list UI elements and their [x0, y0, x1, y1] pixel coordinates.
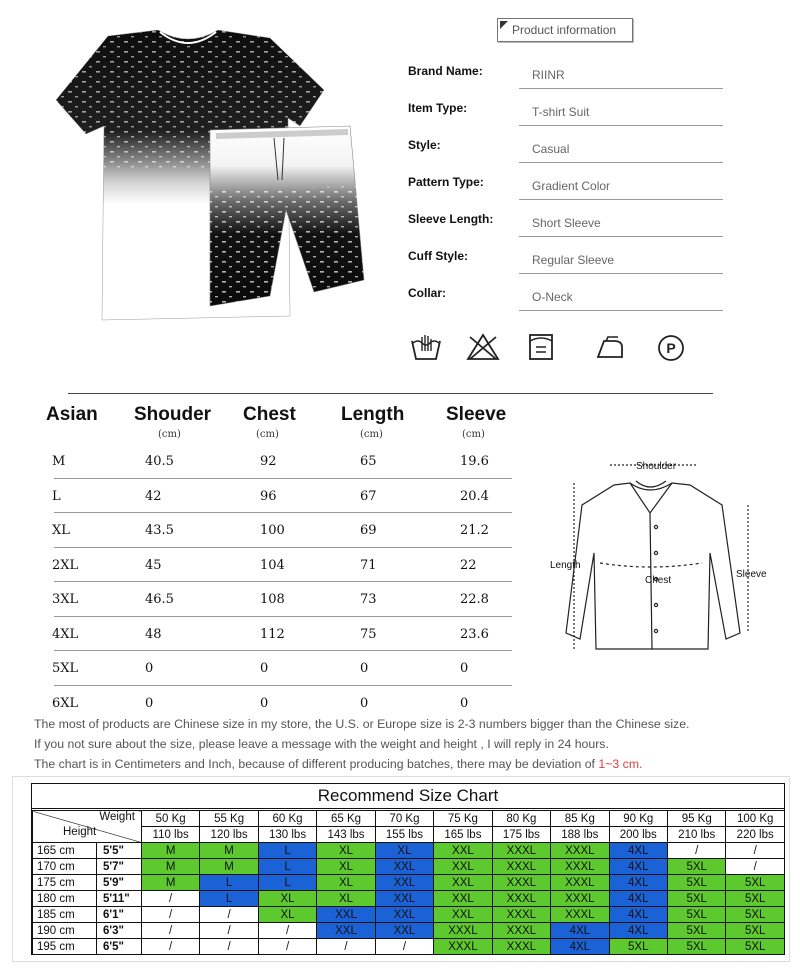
weight-kg: 100 Kg [726, 811, 785, 827]
recommend-row [33, 939, 785, 955]
product-info-table [405, 52, 723, 311]
size-cell: M [200, 843, 258, 859]
size-row [54, 651, 512, 686]
size-cell: XL [317, 891, 375, 907]
height-inch: 5'9" [96, 875, 141, 891]
size-cell: 5XL [668, 875, 726, 891]
care-icons [408, 333, 698, 363]
size-cell: 4XL [609, 875, 667, 891]
recommend-row [33, 859, 785, 875]
size-cell: XXXL [434, 923, 492, 939]
height-inch: 6'3" [96, 923, 141, 939]
size-table-header [30, 404, 512, 444]
info-value: O-Neck [532, 290, 573, 304]
size-value: 100 [260, 523, 285, 538]
weight-kg: 95 Kg [668, 811, 726, 827]
dry-clean-letter: P [666, 340, 676, 356]
weight-lbs: 165 lbs [434, 827, 492, 843]
deviation-highlight: 1~3 cm. [598, 757, 643, 771]
size-cell: / [141, 923, 199, 939]
note-line: If you not sure about the size, please leave a message with the weight and height , I will reply in 24 hours. [34, 737, 609, 751]
height-inch: 6'5" [96, 939, 141, 955]
weight-height-corner [33, 811, 142, 843]
size-value: 75 [360, 626, 377, 642]
size-row [54, 617, 512, 652]
height-cm: 170 cm [33, 859, 97, 875]
size-cell: XXL [375, 923, 433, 939]
size-cell: XXL [434, 859, 492, 875]
size-value: 112 [260, 626, 285, 642]
info-row-sleeve [405, 200, 723, 237]
size-value: 40.5 [145, 454, 174, 469]
size-label: 3XL [52, 592, 79, 607]
size-cell: / [200, 923, 258, 939]
info-label: Style: [408, 138, 441, 152]
size-value: 0 [460, 695, 469, 711]
size-cell: L [200, 875, 258, 891]
size-cell: XXL [375, 859, 433, 875]
recommend-row [33, 843, 785, 859]
size-value: 108 [260, 592, 285, 607]
height-cm: 190 cm [33, 923, 97, 939]
height-cm: 180 cm [33, 891, 97, 907]
weight-kg: 75 Kg [434, 811, 492, 827]
size-cell: XXXL [492, 923, 550, 939]
measurement-diagram [550, 453, 770, 658]
info-label: Item Type: [408, 101, 468, 115]
size-cell: XXXL [551, 843, 609, 859]
weight-kg: 70 Kg [375, 811, 433, 827]
size-value: 19.6 [460, 454, 489, 469]
size-cell: XXL [317, 923, 375, 939]
recommend-size-chart [12, 776, 790, 962]
size-cell: XXL [375, 891, 433, 907]
info-label: Pattern Type: [408, 175, 484, 189]
size-value: 23.6 [460, 626, 489, 642]
note-line: The most of products are Chinese size in my store, the U.S. or Europe size is 2-3 numbers bigger than the Chinese size. [34, 717, 690, 731]
product-information-title: Product information [497, 18, 633, 42]
info-row-brand [405, 52, 723, 89]
info-row-style [405, 126, 723, 163]
no-bleach-icon [466, 333, 500, 361]
size-cell: 5XL [668, 891, 726, 907]
size-value: 0 [460, 661, 469, 676]
info-label: Collar: [408, 286, 447, 300]
size-value: 104 [260, 557, 285, 573]
size-cell: L [258, 843, 316, 859]
recommend-row [33, 891, 785, 907]
size-cell: 5XL [609, 939, 667, 955]
weight-lbs: 220 lbs [726, 827, 785, 843]
size-value: 65 [360, 454, 377, 469]
size-cell: XXXL [551, 859, 609, 875]
info-value: T-shirt Suit [532, 105, 590, 119]
size-cell: XXXL [492, 939, 550, 955]
hand-wash-icon [410, 333, 442, 361]
size-cell: / [375, 939, 433, 955]
weight-lbs: 200 lbs [609, 827, 667, 843]
size-cell: XXXL [551, 875, 609, 891]
unit-label: (cm) [158, 429, 181, 440]
size-cell: XXL [317, 907, 375, 923]
size-cell: 4XL [551, 923, 609, 939]
size-cell: 5XL [726, 891, 785, 907]
info-row-item-type [405, 89, 723, 126]
size-label: 6XL [52, 695, 79, 711]
size-value: 0 [360, 695, 369, 711]
size-label: M [52, 454, 66, 469]
size-value: 96 [260, 488, 277, 504]
weight-kg: 50 Kg [141, 811, 199, 827]
size-value: 48 [145, 626, 162, 642]
height-inch: 5'11" [96, 891, 141, 907]
size-cell: 5XL [668, 859, 726, 875]
size-value: 45 [145, 557, 162, 573]
height-cm: 165 cm [33, 843, 97, 859]
size-row [54, 582, 512, 617]
unit-label: (cm) [360, 429, 383, 440]
size-cell: / [668, 843, 726, 859]
size-cell: / [141, 939, 199, 955]
recommend-table [32, 810, 785, 955]
size-value: 43.5 [145, 523, 174, 538]
size-cell: / [141, 907, 199, 923]
size-value: 0 [145, 661, 154, 676]
info-row-pattern [405, 163, 723, 200]
weight-lbs: 210 lbs [668, 827, 726, 843]
size-value: 71 [360, 557, 377, 573]
diagram-chest-label: Chest [645, 575, 672, 586]
recommend-chart-title: Recommend Size Chart [32, 784, 784, 809]
size-cell: 5XL [726, 939, 785, 955]
size-cell: M [141, 875, 199, 891]
header-sleeve: Sleeve [446, 404, 507, 425]
height-inch: 5'7" [96, 859, 141, 875]
size-cell: 5XL [726, 907, 785, 923]
size-cell: / [200, 907, 258, 923]
info-label: Sleeve Length: [408, 212, 494, 226]
size-cell: L [258, 859, 316, 875]
weight-lbs: 155 lbs [375, 827, 433, 843]
size-value: 0 [360, 661, 369, 676]
size-cell: 4XL [609, 843, 667, 859]
size-cell: / [726, 859, 785, 875]
diagram-shoulder-label: Shoulder [636, 461, 677, 472]
size-cell: 5XL [668, 923, 726, 939]
info-row-cuff [405, 237, 723, 274]
size-cell: L [258, 875, 316, 891]
size-cell: XXXL [551, 907, 609, 923]
unit-label: (cm) [256, 429, 279, 440]
weight-label: Weight [99, 811, 135, 823]
info-value: RIINR [532, 68, 565, 82]
size-row [54, 513, 512, 548]
size-cell: XL [317, 859, 375, 875]
size-cell: / [200, 939, 258, 955]
size-cell: 5XL [668, 907, 726, 923]
height-cm: 175 cm [33, 875, 97, 891]
size-cell: 4XL [551, 939, 609, 955]
size-value: 22 [460, 557, 477, 573]
weight-kg: 60 Kg [258, 811, 316, 827]
header-length: Length [341, 404, 405, 425]
size-cell: / [258, 923, 316, 939]
size-value: 92 [260, 454, 277, 469]
section-divider [68, 393, 713, 394]
info-value: Gradient Color [532, 179, 611, 193]
size-label: 2XL [52, 557, 79, 573]
size-value: 69 [360, 523, 377, 538]
size-value: 46.5 [145, 592, 174, 607]
size-value: 0 [260, 695, 269, 711]
height-label: Height [63, 826, 97, 838]
diagram-sleeve-label: Sleeve [736, 569, 767, 580]
size-cell: 5XL [726, 923, 785, 939]
size-cell: / [317, 939, 375, 955]
weight-lbs: 130 lbs [258, 827, 316, 843]
weight-kg: 80 Kg [492, 811, 550, 827]
info-label: Brand Name: [408, 64, 483, 78]
size-cell: XXL [434, 843, 492, 859]
size-cell: XL [258, 891, 316, 907]
size-cell: XXXL [492, 907, 550, 923]
weight-lbs: 143 lbs [317, 827, 375, 843]
tumble-dry-icon [528, 333, 554, 361]
size-cell: XXL [375, 875, 433, 891]
size-cell: 4XL [609, 923, 667, 939]
height-inch: 6'1" [96, 907, 141, 923]
recommend-row [33, 875, 785, 891]
note-line: The chart is in Centimeters and Inch, because of different producing batches, there may be deviation of 1~3 cm. [34, 757, 643, 771]
size-cell: XL [258, 907, 316, 923]
recommend-row [33, 923, 785, 939]
height-cm: 195 cm [33, 939, 97, 955]
size-cell: / [258, 939, 316, 955]
weight-kg: 90 Kg [609, 811, 667, 827]
height-cm: 185 cm [33, 907, 97, 923]
size-cell: 4XL [609, 891, 667, 907]
info-row-collar [405, 274, 723, 311]
size-value: 20.4 [460, 488, 489, 504]
size-value: 21.2 [460, 523, 489, 538]
size-cell: XL [375, 843, 433, 859]
unit-label: (cm) [462, 429, 485, 440]
size-notes [34, 714, 689, 774]
size-row [54, 479, 512, 514]
diagram-length-label: Length [550, 560, 581, 571]
size-cell: 5XL [726, 875, 785, 891]
size-cell: 4XL [609, 859, 667, 875]
product-photo [38, 30, 378, 330]
header-shoulder: Shouder [134, 404, 212, 425]
size-cell: XL [317, 875, 375, 891]
size-value: 42 [145, 488, 162, 504]
size-cell: XXXL [551, 891, 609, 907]
weight-kg: 55 Kg [200, 811, 258, 827]
weight-lbs: 188 lbs [551, 827, 609, 843]
size-cell: XXL [375, 907, 433, 923]
size-cell: 4XL [609, 907, 667, 923]
size-cell: L [200, 891, 258, 907]
info-value: Regular Sleeve [532, 253, 615, 267]
size-value: 0 [260, 661, 269, 676]
size-row [54, 548, 512, 583]
size-label: L [52, 488, 61, 504]
header-chest: Chest [243, 404, 296, 425]
size-cell: M [141, 859, 199, 875]
size-row [54, 444, 512, 479]
weight-lbs: 120 lbs [200, 827, 258, 843]
size-cell: 5XL [668, 939, 726, 955]
height-inch: 5'5" [96, 843, 141, 859]
size-label: 5XL [52, 661, 79, 676]
size-value: 0 [145, 695, 154, 711]
info-value: Short Sleeve [532, 216, 601, 230]
size-cell: XXL [434, 875, 492, 891]
size-cell: / [141, 891, 199, 907]
dry-clean-icon [656, 333, 686, 363]
size-value: 22.8 [460, 592, 489, 607]
size-cell: XXL [434, 891, 492, 907]
iron-icon [594, 333, 626, 361]
weight-kg: 65 Kg [317, 811, 375, 827]
size-table-body [30, 444, 512, 720]
size-table [30, 404, 512, 720]
size-cell: / [726, 843, 785, 859]
size-value: 67 [360, 488, 377, 504]
size-label: XL [52, 523, 70, 538]
size-cell: XXXL [492, 859, 550, 875]
info-label: Cuff Style: [408, 249, 468, 263]
weight-lbs: 175 lbs [492, 827, 550, 843]
size-cell: M [200, 859, 258, 875]
corner-marker-icon [500, 21, 508, 29]
info-value: Casual [532, 142, 570, 156]
size-cell: XXXL [492, 843, 550, 859]
size-value: 73 [360, 592, 377, 607]
weight-lbs: 110 lbs [141, 827, 199, 843]
size-label: 4XL [52, 626, 79, 642]
header-asian: Asian [46, 404, 98, 425]
size-cell: M [141, 843, 199, 859]
recommend-row [33, 907, 785, 923]
size-cell: XL [317, 843, 375, 859]
size-cell: XXL [434, 907, 492, 923]
size-cell: XXXL [492, 875, 550, 891]
size-cell: XXXL [492, 891, 550, 907]
size-cell: XXXL [434, 939, 492, 955]
weight-kg: 85 Kg [551, 811, 609, 827]
